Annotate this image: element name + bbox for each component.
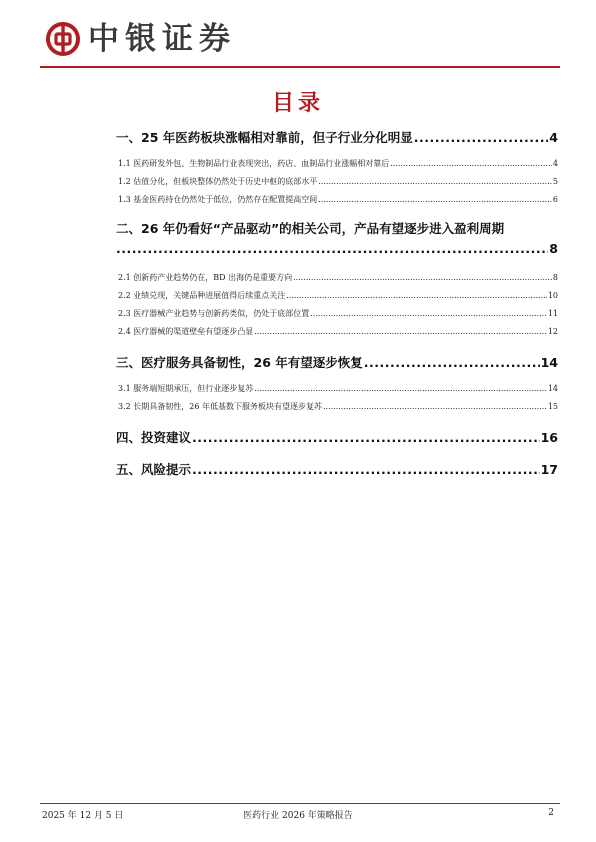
- toc-page-number: 11: [547, 309, 558, 318]
- toc-item-label: 3.2 长期具备韧性，26 年低基数下服务板块有望逐步复苏: [118, 402, 322, 411]
- toc-page-number: 6: [552, 195, 558, 204]
- toc-item-label: 2.1 创新药产业趋势仍在，BD 出海仍是重要方向: [118, 273, 293, 282]
- toc-item-label: 1.1 医药研发外包、生物制品行业表现突出，药店、血制品行业涨幅相对靠后: [118, 159, 390, 168]
- toc-item-2-2[interactable]: [116, 287, 558, 305]
- page-header: [40, 14, 560, 68]
- toc-page-number: 12: [547, 327, 558, 336]
- toc-item-1-3[interactable]: [116, 191, 558, 209]
- toc-page-number: 8: [549, 241, 558, 256]
- toc-page-number: 4: [552, 159, 558, 168]
- toc-leader-dots: [310, 305, 547, 323]
- toc-leader-dots: [318, 191, 552, 209]
- footer-divider: [40, 803, 560, 804]
- toc-section-1[interactable]: [116, 128, 558, 148]
- toc-section-2[interactable]: [116, 219, 558, 239]
- toc-item-label: 3.1 服务端短期承压，但行业逐步复苏: [118, 384, 254, 393]
- brand-name: 中银证券: [88, 21, 236, 57]
- toc-leader-dots: [116, 239, 548, 259]
- toc-section-2-leader[interactable]: [116, 239, 558, 259]
- toc-leader-dots: [293, 269, 552, 287]
- toc-leader-dots: [286, 287, 547, 305]
- toc-leader-dots: [254, 380, 547, 398]
- toc-section-label: 三、医疗服务具备韧性，26 年有望逐步恢复: [116, 355, 363, 370]
- toc-leader-dots: [414, 128, 549, 148]
- toc-page-number: 17: [540, 462, 558, 477]
- footer-report-title: 医药行业 2026 年策略报告: [243, 811, 353, 821]
- toc-page-number: 4: [549, 130, 558, 145]
- toc-section-5[interactable]: [116, 460, 558, 480]
- toc-section-label: 四、投资建议: [116, 430, 192, 445]
- toc-item-1-2[interactable]: [116, 173, 558, 191]
- table-of-contents: [116, 128, 558, 480]
- toc-leader-dots: [390, 155, 552, 173]
- toc-item-3-2[interactable]: [116, 398, 558, 416]
- toc-leader-dots: [323, 398, 547, 416]
- toc-page-number: 14: [540, 355, 558, 370]
- toc-leader-dots: [318, 173, 552, 191]
- footer-date: 2025 年 12 月 5 日: [42, 811, 124, 821]
- toc-item-label: 2.3 医疗器械产业趋势与创新药类似，仍处于底部位置: [118, 309, 310, 318]
- toc-item-label: 1.2 估值分化，但板块整体仍然处于历史中枢的底部水平: [118, 177, 318, 186]
- toc-page-number: 10: [547, 291, 558, 300]
- toc-page-number: 5: [552, 177, 558, 186]
- toc-item-label: 2.2 业绩兑现，关键品种进展值得后续重点关注: [118, 291, 286, 300]
- toc-section-label: 二、26 年仍看好“产品驱动”的相关公司，产品有望逐步进入盈利周期: [116, 221, 505, 236]
- toc-page-number: 15: [547, 402, 558, 411]
- toc-item-2-3[interactable]: [116, 305, 558, 323]
- toc-item-label: 2.4 医疗器械的渠道壁垒有望逐步凸显: [118, 327, 254, 336]
- bank-of-china-logo-icon: [46, 22, 80, 56]
- toc-section-label: 一、25 年医药板块涨幅相对靠前，但子行业分化明显: [116, 130, 413, 145]
- toc-leader-dots: [364, 353, 540, 373]
- toc-item-1-1[interactable]: [116, 155, 558, 173]
- toc-title: 目录: [271, 91, 324, 116]
- toc-leader-dots: [192, 428, 540, 448]
- toc-leader-dots: [192, 460, 540, 480]
- toc-page-number: 14: [547, 384, 558, 393]
- toc-item-2-4[interactable]: [116, 323, 558, 341]
- toc-page-number: 8: [552, 273, 558, 282]
- header-divider: [40, 66, 560, 68]
- toc-item-2-1[interactable]: [116, 269, 558, 287]
- toc-section-4[interactable]: [116, 428, 558, 448]
- toc-section-3[interactable]: [116, 353, 558, 373]
- toc-item-3-1[interactable]: [116, 380, 558, 398]
- footer-page-number: 2: [548, 808, 554, 818]
- toc-item-label: 1.3 基金医药持仓仍然处于低位，仍然存在配置提高空间: [118, 195, 318, 204]
- toc-leader-dots: [254, 323, 547, 341]
- toc-section-label: 五、风险提示: [116, 462, 192, 477]
- toc-page-number: 16: [540, 430, 558, 445]
